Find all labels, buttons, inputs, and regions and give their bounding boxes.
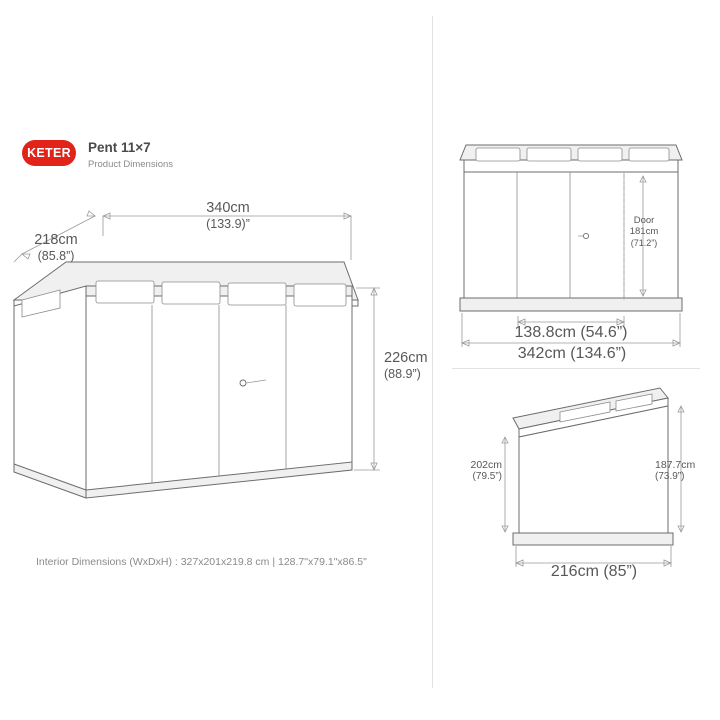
main-height-label: 226cm (88.9”): [384, 350, 428, 381]
front-door-label: Door 181cm (71.2”): [629, 215, 659, 248]
keter-logo-icon: KETER: [22, 140, 76, 166]
main-width-label: 340cm (133.9)”: [206, 200, 250, 231]
side-depth-label: 216cm (85”): [550, 563, 638, 580]
main-depth-label: 218cm (85.8”): [34, 232, 78, 263]
page-subtitle: Product Dimensions: [88, 159, 174, 171]
front-door-width-label: 138.8cm (54.6”): [514, 324, 628, 341]
interior-dimensions-note: Interior Dimensions (WxDxH) : 327x201x219.8 cm | 128.7"x79.1"x86.5": [36, 556, 367, 568]
side-right-height-label: 187.7cm (73.9”): [655, 459, 696, 483]
side-left-height-label: 202cm (79.5”): [470, 459, 502, 483]
front-total-width-label: 342cm (134.6”): [517, 345, 627, 362]
product-title: Pent 11×7: [88, 140, 151, 155]
